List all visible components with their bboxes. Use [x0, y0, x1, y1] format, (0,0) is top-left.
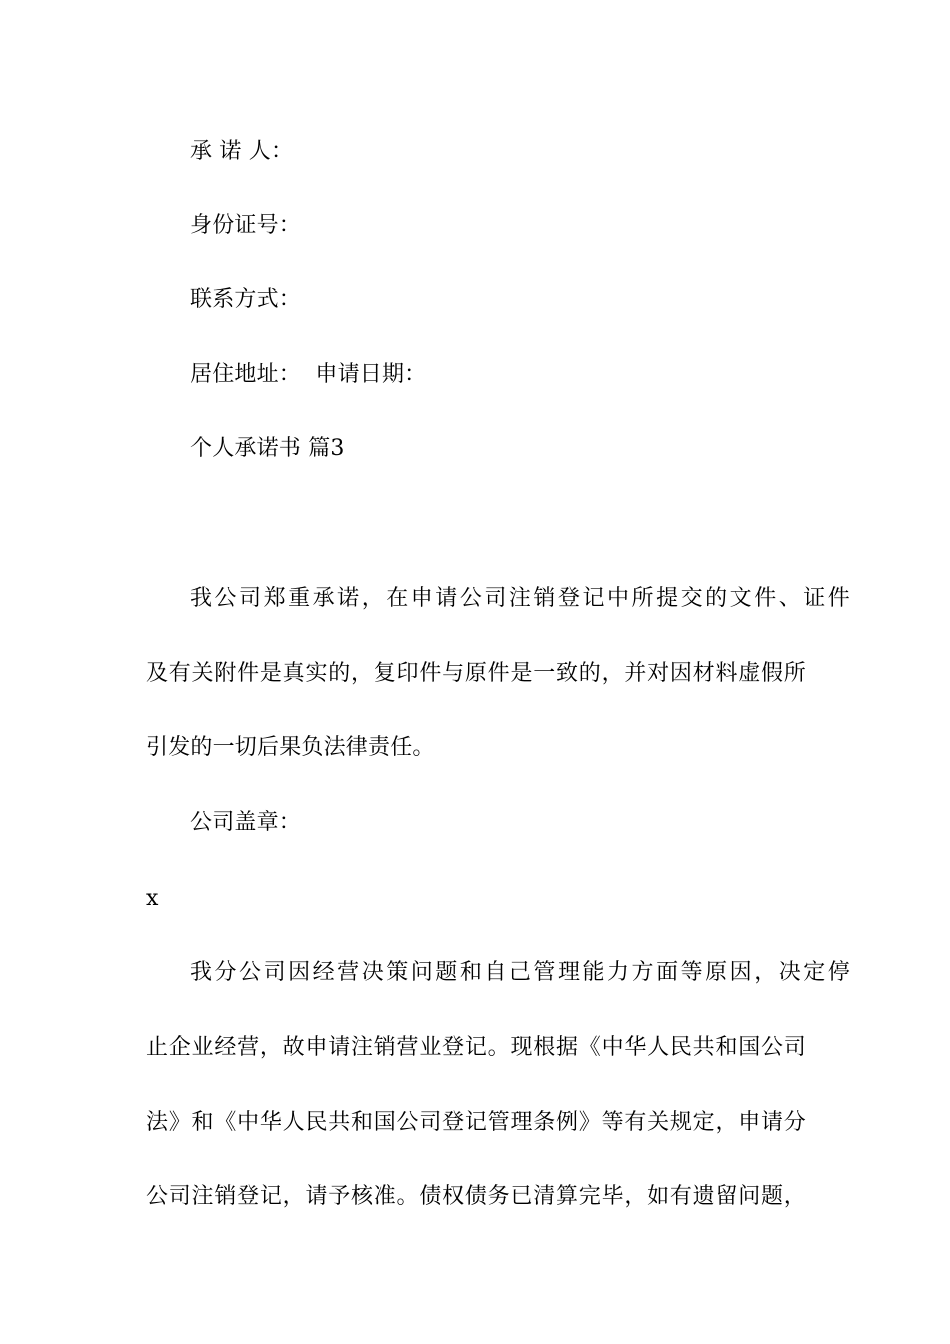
commitment-line-3: 引发的一切后果负法律责任。 — [146, 735, 435, 760]
contact-label: 联系方式： — [190, 287, 302, 312]
deregistration-line-1: 我分公司因经营决策问题和自己管理能力方面等原因，决定停 — [190, 960, 850, 985]
id-number-label: 身份证号： — [190, 213, 302, 238]
section-title: 个人承诺书 篇3 — [190, 436, 345, 461]
deregistration-line-4: 公司注销登记，请予核准。债权债务已清算完毕，如有遗留问题， — [146, 1184, 806, 1209]
address-date-label: 居住地址： 申请日期： — [190, 362, 427, 387]
deregistration-line-2: 止企业经营，故申请注销营业登记。现根据《中华人民共和国公司 — [146, 1035, 806, 1060]
promisor-label: 承 诺 人： — [190, 139, 294, 164]
commitment-line-2: 及有关附件是真实的，复印件与原件是一致的，并对因材料虚假所 — [146, 661, 806, 686]
company-seal-label: 公司盖章： — [190, 810, 302, 835]
commitment-line-1: 我公司郑重承诺，在申请公司注销登记中所提交的文件、证件 — [190, 586, 850, 611]
marker-x: x — [146, 886, 159, 911]
deregistration-line-3: 法》和《中华人民共和国公司登记管理条例》等有关规定，申请分 — [146, 1110, 806, 1135]
